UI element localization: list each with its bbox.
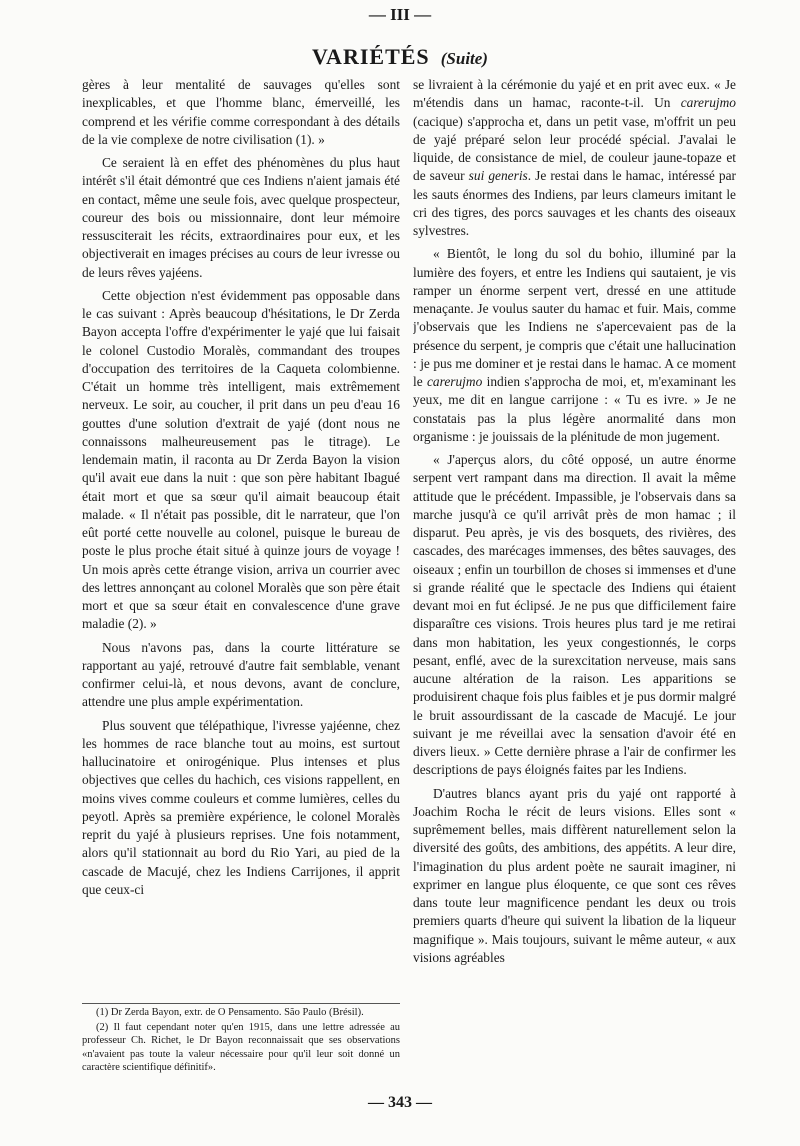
left-paragraph-1: gères à leur mentalité de sauvages qu'elles sont inexplicables, et que l'homme blanc, émerveillé, les comprend et les vérifie comme correspondant à des détails de la vie complexe de notre civilisation (1). »	[82, 77, 400, 147]
right-paragraph-4: D'autres blancs ayant pris du yajé ont rapporté à Joachim Rocha le récit de leurs visions. Elles sont « suprêmement belles, mais diffèrent naturellement selon la diversité des goûts, des ambitions, des appétits. A leur dire, l'imagination du plus ardent poète ne saurait imaginer, ni exprimer en langue plus éloquente, ce que sont ces rêves dans toute leur magnificence pendant les deux ou trois premiers quarts d'heure qui suivent la libation de la liqueur magnifique ». Mais toujours, suivant le même auteur, « aux visions agréables	[413, 785, 736, 965]
left-paragraph-3: Cette objection n'est évidemment pas opposable dans le cas suivant : Après beaucoup d'hésitations, le Dr Zerda Bayon accepta l'offre d'expérimenter le yajé que lui faisait le colonel Custodio Moralès, commandant des troupes d'occupation des territoires de la Caqueta colombienne. C'était un homme très intelligent, mais extrêmement nerveux. Le soir, au coucher, il prit dans un peu d'eau 16 gouttes d'une solution d'extrait de yajé (dont nous ne connaissons malheureusement pas le titrage). Le lendemain matin, il raconta au Dr Zerda Bayon la vision qu'il avait eue dans la nuit : que son père habitant Ibagué était mort et que sa sœur qu'il aimait beaucoup était malade. « Il n'était pas possible, dit le narrateur, que l'on eût porté cette nouvelle au colonel, puisque le bureau de poste le plus proche était situé à quinze jours de voyage ! Un mois après cette étrange vision, arriva un courrier avec des lettres annonçant au colonel Moralès que son père était mort et que sa sœur était en convalescence d'une grave maladie (2). »	[82, 287, 400, 632]
right-p1-text-e: . Je restai dans le hamac, intéressé par les sauts énormes des Indiens, par leurs clameurs imitant le cri des tigres, des porcs sauvages et les chants des oiseaux sylvestres.	[413, 168, 736, 238]
right-p2-text-a: « Bientôt, le long du sol du bohio, illuminé par la lumière des foyers, et entre les Indiens qui sautaient, je vis ramper un énorme serpent vert, dressé en une attitude menaçante. Je voulus sauter du hamac et fuir. Mais, comme j'observais que les Indiens ne s'apercevaient pas de la présence du serpent, je compris que c'était une hallucination : je pus me dominer et je restai dans le hamac. A ce moment le	[413, 246, 736, 389]
right-paragraph-3: « J'aperçus alors, du côté opposé, un autre énorme serpent vert rampant dans ma direction. Il avait la même attitude que le précédent. Impassible, je l'observais dans sa marche jusqu'à ce qu'il arrivât près de mon hamac ; il disparut. Peu après, je vis des bosquets, des rivières, des cascades, des marécages immenses, des bêtes sauvages, des oiseaux ; enfin un tourbillon de choses si immenses et d'une si grande réalité que le spectacle des Indiens qui étaient devant moi en fut éclipsé. Je ne pus que difficilement faire disparaître ces visions. Trois heures plus tard je me retirai dans mon habitation, les yeux congestionnés, le corps pesant, enflé, avec de la surexcitation nerveuse, mais sans aucune altération de la raison. Les apparitions se produisirent chaque fois plus faibles et je pus dormir malgré le bruit assourdissant de la cascade de Macujé. Le jour suivant je me réveillai avec la sensation d'avoir été en divers lieux. » Cette dernière phrase a l'air de confirmer les descriptions de pays éloignés faites par les Indiens.	[413, 452, 736, 778]
right-column	[413, 76, 736, 1091]
footnotes	[82, 1003, 400, 1076]
running-head: — III —	[368, 5, 432, 24]
right-p1-text-a: se livraient à la cérémonie du yajé et en prit avec eux. « Je m'étendis dans un hamac, raconte-t-il. Un	[413, 77, 736, 111]
left-paragraph-4: Nous n'avons pas, dans la courte littérature se rapportant au yajé, retrouvé d'autre fait semblable, venant confirmer celui-là, et nous devons, avant de conclure, attendre une plus ample expérimentation.	[82, 639, 400, 710]
left-paragraph-2: Ce seraient là en effet des phénomènes du plus haut intérêt s'il était démontré que ces Indiens n'aient jamais été en contact, même une seule fois, avec quelque prospecteur, coureur des bois ou missionnaire, dont leur mémoire ressusciterait les récits, extraordinaires pour eux, et les objectiverait en images précises au cours de leur ivresse ou de leurs rêves yajéens.	[82, 155, 400, 280]
section-title-main: VARIÉTÉS	[312, 44, 430, 69]
right-paragraph-1	[413, 76, 736, 240]
right-p1-term-sui-generis: sui generis	[468, 168, 528, 184]
right-p1-term-carerujmo: carerujmo	[680, 95, 736, 111]
footnote-rule	[82, 1003, 400, 1004]
page-number: — 343 —	[368, 1094, 432, 1111]
right-p2-text-c: indien s'approcha de moi, et, m'examinant les yeux, me dit en langue carrijone : « Tu es ivre. » Je ne constatais pas la plus légère anormalité dans mon organisme : je jouissais de la plénitude de mon jugement.	[413, 374, 736, 444]
footnote-1: (1) Dr Zerda Bayon, extr. de O Pensamento. São Paulo (Brésil).	[96, 1007, 364, 1018]
left-column	[82, 76, 400, 1076]
left-paragraph-5: Plus souvent que télépathique, l'ivresse yajéenne, chez les hommes de race blanche tout au moins, est surtout hallucinatoire et onirogénique. Plus intenses et plus objectives que celles du hachich, ces visions rappellent, en moins vives comme couleurs et comme lumières, celles du peyotl. Après sa première expérience, le colonel Moralès reprit du yajé à plusieurs reprises. Une fois notamment, alors qu'il stationnait au bord du Rio Yari, au pied de la cascade de Macujé, chez les Indiens Carrijones, il apprit que ceux-ci	[82, 717, 400, 897]
right-p2-term-carerujmo: carerujmo	[426, 374, 483, 389]
section-title-suite: (Suite)	[440, 49, 488, 68]
right-paragraph-2	[413, 245, 736, 446]
right-p1-text-c: (cacique) s'approcha et, dans un petit vase, m'offrit un peu de yajé préparé selon leur procédé spécial. J'avalai le liquide, de consistance de miel, de couleur jaune-topaze et de saveur	[413, 113, 736, 184]
section-title	[0, 44, 800, 70]
footnote-2: (2) Il faut cependant noter qu'en 1915, dans une lettre adressée au professeur Ch. Richet, le Dr Bayon reconnaissait que ses observations «n'avaient pas toute la valeur nécessaire pour qu'il leur soit donné un caractère scientifique définitif».	[82, 1022, 400, 1073]
